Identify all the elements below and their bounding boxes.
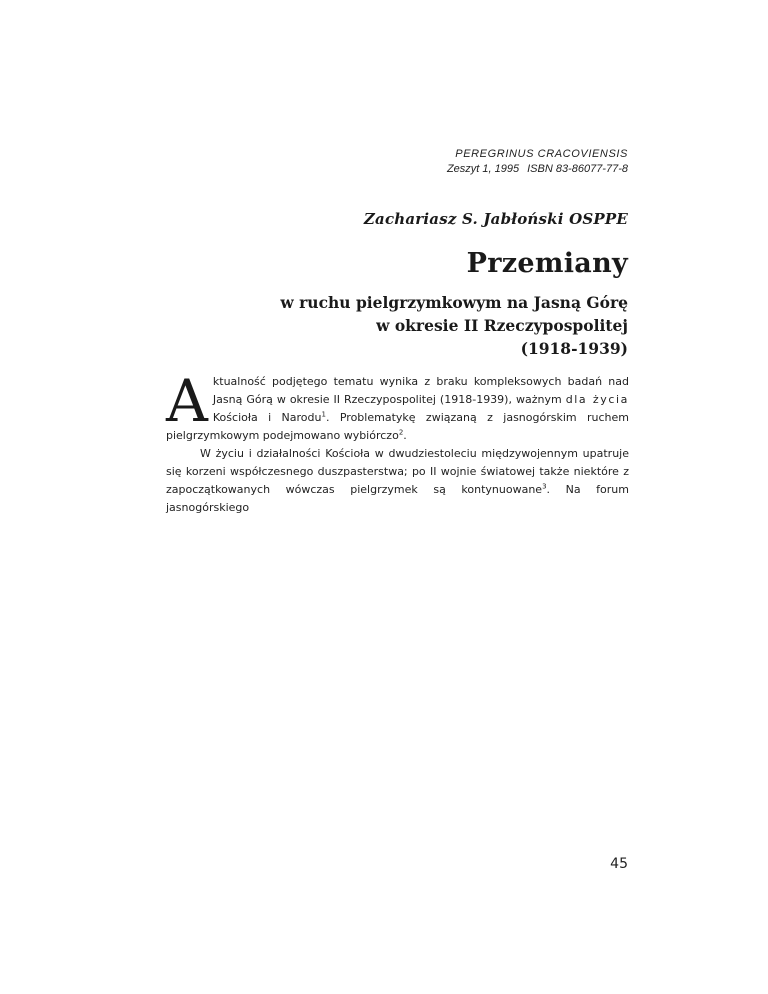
text-run-spaced: dla życia bbox=[565, 393, 629, 406]
publication-name: PEREGRINUS CRACOVIENSIS bbox=[455, 148, 628, 160]
text-run: W życiu i działalności Kościoła w dwudziestoleciu międzywojennym upatruje się korzeni współczesnego duszpasterstwa; po II wojnie światowej także niektóre z zapoczątkowanych wówczas pielgrzymek są kontynuowane bbox=[166, 447, 629, 496]
journal-header bbox=[447, 147, 628, 177]
subtitle-line: w okresie II Rzeczypospolitej bbox=[376, 316, 628, 335]
drop-cap: A bbox=[166, 367, 208, 435]
subtitle-line: (1918-1939) bbox=[520, 339, 628, 358]
paragraph bbox=[166, 445, 629, 517]
article-title: Przemiany bbox=[466, 248, 628, 279]
text-run: ktualność podjętego tematu wynika z braku kompleksowych badań nad Jasną Górą w okresie II Rzeczypospolitej (1918-1939), ważnym bbox=[212, 375, 629, 406]
article-subtitle bbox=[208, 291, 628, 360]
issue-info: Zeszyt 1, 1995 bbox=[446, 163, 520, 175]
subtitle-line: w ruchu pielgrzymkowym na Jasną Górę bbox=[280, 293, 628, 312]
paragraph bbox=[166, 367, 629, 445]
footnote-ref: 2 bbox=[398, 428, 404, 437]
isbn: ISBN 83-86077-77-8 bbox=[527, 163, 628, 175]
article-body bbox=[166, 367, 629, 517]
text-run: . Problematykę związaną z jasnogórskim ruchem pielgrzymkowym podejmowano wybiórczo bbox=[166, 411, 629, 442]
text-run: . Na forum jasnogórskiego bbox=[166, 483, 629, 514]
page-number: 45 bbox=[610, 856, 628, 872]
footnote-ref: 1 bbox=[321, 410, 326, 419]
issue-line bbox=[447, 162, 628, 177]
footnote-ref: 3 bbox=[542, 482, 547, 491]
text-run: . bbox=[403, 429, 407, 442]
text-run: Kościoła i Narodu bbox=[212, 411, 322, 424]
author-name: Zachariasz S. Jabłoński OSPPE bbox=[363, 210, 628, 228]
